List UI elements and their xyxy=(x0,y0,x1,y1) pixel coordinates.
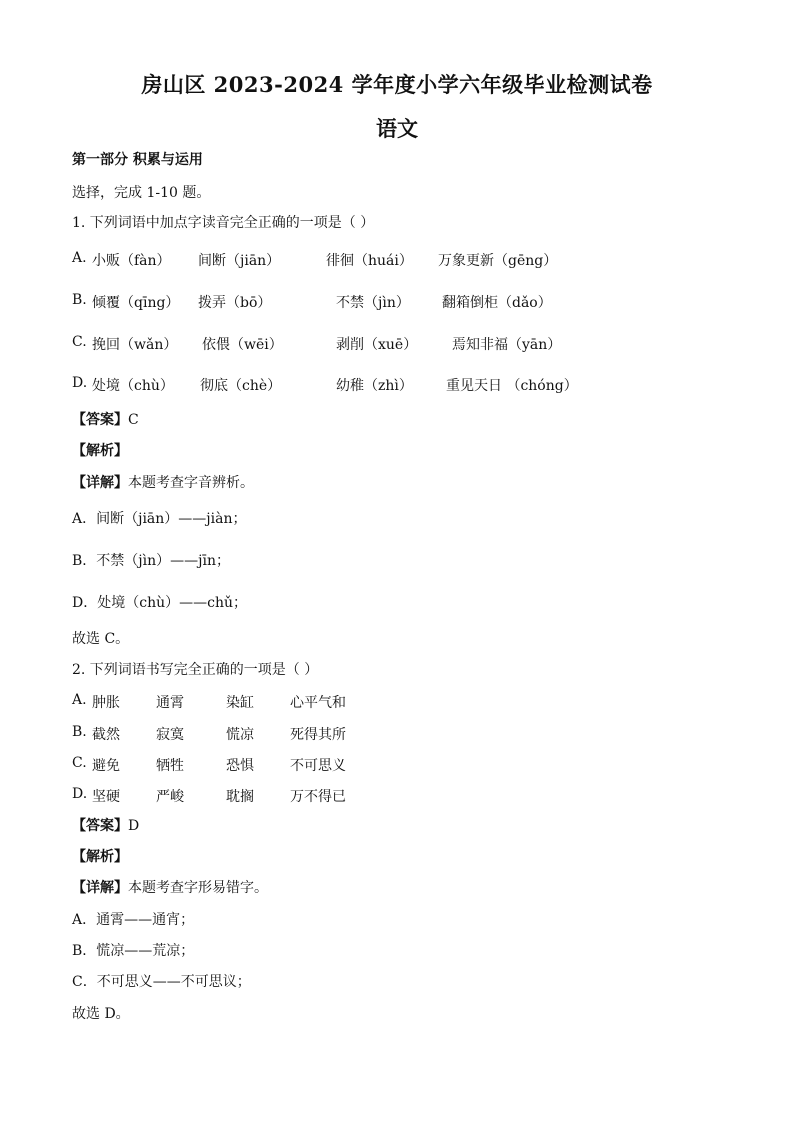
option-item: 剥削（xuē） xyxy=(336,337,418,353)
q1-stem: 1. 下列词语中加点字读音完全正确的一项是（ ） xyxy=(72,215,375,231)
option-item: 万象更新（gēng） xyxy=(438,253,558,269)
q1-detail-line: B．不禁（jìn）——jīn； xyxy=(72,553,230,569)
q2-analysis-tag: 【解析】 xyxy=(72,849,128,865)
option-label: B. xyxy=(72,292,87,308)
option-item: 避免 xyxy=(92,758,120,774)
q2-option-c xyxy=(72,755,722,773)
option-item: 依偎（wēi） xyxy=(202,337,283,353)
option-item: 死得其所 xyxy=(290,727,346,743)
option-item: 慌凉 xyxy=(226,727,254,743)
q1-option-c xyxy=(72,334,722,352)
option-item: 翻箱倒柜（dǎo） xyxy=(442,295,552,311)
option-item: 肿胀 xyxy=(92,695,120,711)
option-item: 彻底（chè） xyxy=(200,378,282,394)
detail-intro: 本题考查字形易错字。 xyxy=(128,880,268,896)
q1-option-d xyxy=(72,375,722,393)
option-item: 恐惧 xyxy=(226,758,254,774)
q1-answer xyxy=(72,411,139,429)
q1-option-a xyxy=(72,250,722,268)
q1-detail xyxy=(72,474,254,492)
q1-analysis-tag: 【解析】 xyxy=(72,443,128,459)
option-item: 不可思义 xyxy=(290,758,346,774)
option-item: 小贩（fàn） xyxy=(92,253,171,269)
q2-answer xyxy=(72,817,139,835)
answer-value: C xyxy=(128,412,139,428)
option-item: 焉知非福（yān） xyxy=(452,337,562,353)
option-label: A. xyxy=(72,250,87,266)
detail-intro: 本题考查字音辨析。 xyxy=(128,475,254,491)
option-item: 万不得已 xyxy=(290,789,346,805)
option-item: 严峻 xyxy=(156,789,184,805)
option-label: B. xyxy=(72,724,87,740)
exam-title: 房山区 2023-2024 学年度小学六年级毕业检测试卷 xyxy=(141,72,653,97)
answer-value: D xyxy=(128,818,140,834)
option-label: C. xyxy=(72,334,87,350)
option-item: 不禁（jìn） xyxy=(336,295,410,311)
option-label: A. xyxy=(72,692,87,708)
q2-option-a xyxy=(72,692,722,710)
q2-option-d xyxy=(72,786,722,804)
option-item: 心平气和 xyxy=(290,695,346,711)
section-instruction: 选择，完成 1-10 题。 xyxy=(72,185,211,201)
subject-title: 语文 xyxy=(376,116,418,141)
option-item: 染缸 xyxy=(226,695,254,711)
option-item: 挽回（wǎn） xyxy=(92,337,178,353)
option-item: 坚硬 xyxy=(92,789,120,805)
q2-option-b xyxy=(72,724,722,742)
option-item: 截然 xyxy=(92,727,120,743)
option-item: 处境（chù） xyxy=(92,378,174,394)
q1-detail-line: D．处境（chù）——chǔ； xyxy=(72,595,247,611)
q2-detail-line: B．慌凉——荒凉； xyxy=(72,943,195,959)
option-item: 幼稚（zhì） xyxy=(336,378,413,394)
option-label: D. xyxy=(72,375,88,391)
q2-conclusion: 故选 D。 xyxy=(72,1006,130,1022)
detail-tag: 【详解】 xyxy=(72,475,128,491)
option-label: C. xyxy=(72,755,87,771)
option-item: 间断（jiān） xyxy=(198,253,281,269)
option-item: 寂寞 xyxy=(156,727,184,743)
option-item: 重见天日 （chóng） xyxy=(446,378,578,394)
q2-detail xyxy=(72,879,268,897)
option-item: 拨弄（bō） xyxy=(198,295,272,311)
answer-tag: 【答案】 xyxy=(72,412,128,428)
option-label: D. xyxy=(72,786,88,802)
option-item: 通霄 xyxy=(156,695,184,711)
option-item: 耽搁 xyxy=(226,789,254,805)
q1-conclusion: 故选 C。 xyxy=(72,631,130,647)
q1-option-b xyxy=(72,292,722,310)
q1-detail-line: A．间断（jiān）——jiàn； xyxy=(72,511,247,527)
answer-tag: 【答案】 xyxy=(72,818,128,834)
option-item: 牺牲 xyxy=(156,758,184,774)
q2-stem: 2. 下列词语书写完全正确的一项是（ ） xyxy=(72,662,319,678)
q2-detail-line: A．通霄——通宵； xyxy=(72,912,195,928)
detail-tag: 【详解】 xyxy=(72,880,128,896)
option-item: 倾覆（qīng） xyxy=(92,295,180,311)
option-item: 徘徊（huái） xyxy=(326,253,413,269)
section-heading: 第一部分 积累与运用 xyxy=(72,152,203,168)
q2-detail-line: C．不可思义——不可思议； xyxy=(72,974,251,990)
